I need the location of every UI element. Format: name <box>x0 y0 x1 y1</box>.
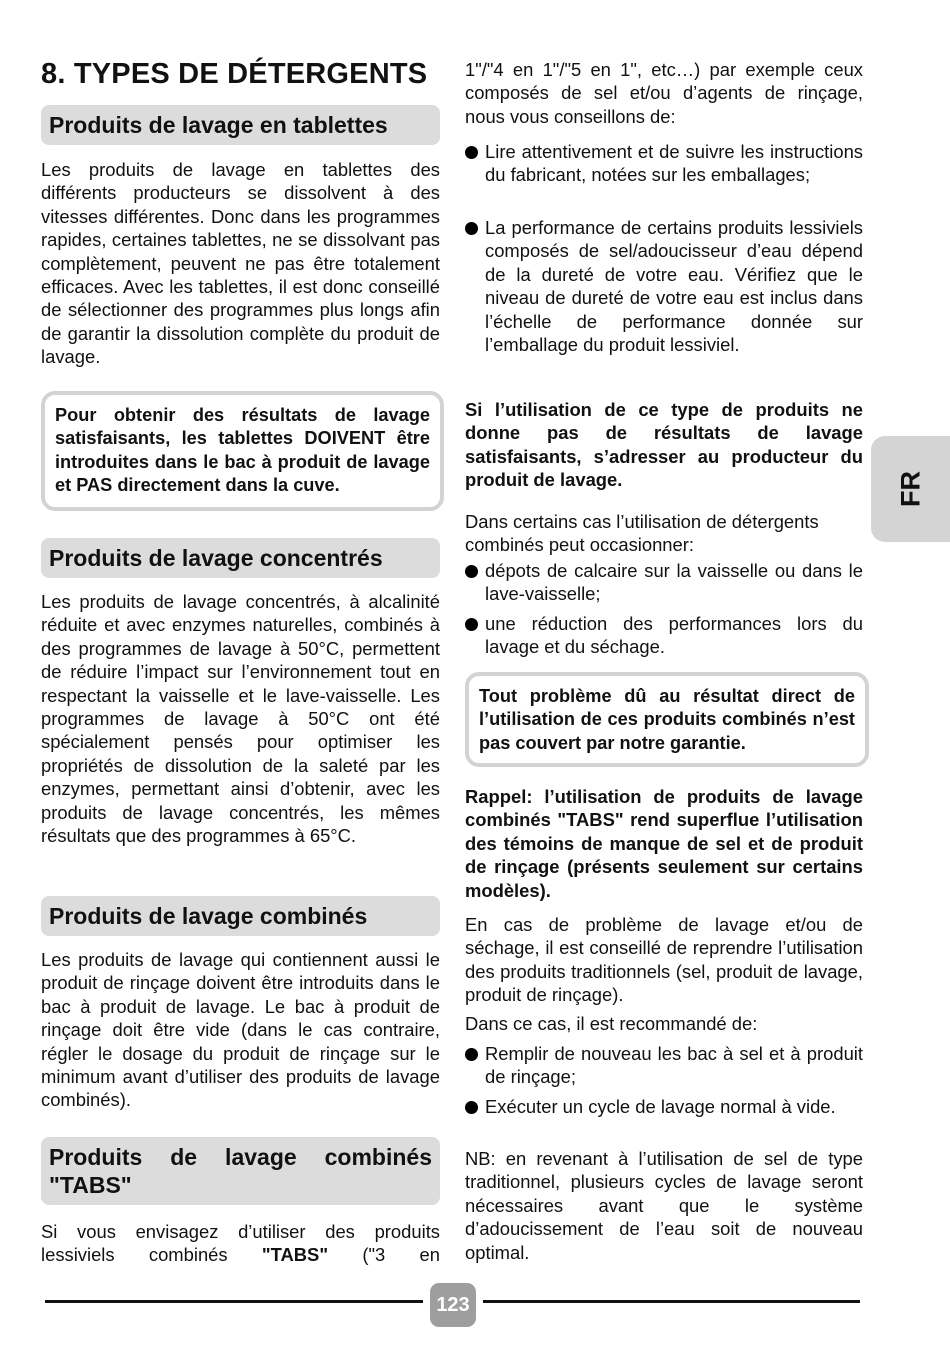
section-heading-tablets: Produits de lavage en tablettes <box>41 105 440 145</box>
combined-paragraph: Les produits de lavage qui contiennent aussi le produit de rinçage doivent être introduits dans le bac à produit de lavage. Le bac à produit de rinçage doit être vide (dans le cas contraire, régler le dosage du produit de rinçage sur le minimum avant d’utiliser des produits de lavage combinés). <box>41 949 440 1111</box>
list-item: La performance de certains produits lessiviels composés de sel/adoucisseur d’eau dépend de la dureté de votre eau. Vérifiez que le niveau de dureté de votre eau est inclus dans l’échelle de performance donnée sur l’emballage du produit lessiviel. <box>465 216 863 356</box>
cases-paragraph: Dans certains cas l’utilisation de détergents combinés peut occasionner: <box>465 511 819 556</box>
reminder-paragraph: Rappel: l’utilisation de produits de lavage combinés "TABS" rend superflue l’utilisation des témoins de manque de sel et de produit de rinçage (présents seulement sur certains modèles). <box>465 786 863 901</box>
page-title: 8. TYPES DE DÉTERGENTS <box>41 58 428 90</box>
section-heading-combined: Produits de lavage combinés <box>41 896 440 936</box>
tablets-note-box <box>41 391 444 511</box>
problem-paragraph: En cas de problème de lavage et/ou de séchage, il est conseillé de reprendre l’utilisation des produits traditionnels (sel, produit de lavage, produit de rinçage). <box>465 914 863 1006</box>
bullet-icon <box>465 1048 478 1061</box>
section-heading-concentrated: Produits de lavage concentrés <box>41 538 440 578</box>
section-heading-tabs: Produits de lavage combinés "TABS" <box>41 1137 440 1205</box>
language-tab-label: FR <box>895 471 925 507</box>
list-item: dépots de calcaire sur la vaisselle ou dans le lave-vaisselle; <box>465 559 863 606</box>
tabs-continuation-paragraph: 1"/"4 en 1"/"5 en 1", etc…) par exemple ceux composés de sel et/ou d’agents de rinçage, nous vous conseillons de: <box>465 59 863 127</box>
footer-rule-left <box>45 1300 423 1303</box>
page-number: 123 <box>430 1283 476 1327</box>
list-item: Lire attentivement et de suivre les instructions du fabricant, notées sur les emballages; <box>465 140 863 187</box>
bullet-icon <box>465 146 478 159</box>
producer-advice-paragraph: Si l’utilisation de ce type de produits ne donne pas de résultats de lavage satisfaisants, s’adresser au producteur du produit de lavage. <box>465 399 863 491</box>
bullet-icon <box>465 222 478 235</box>
warranty-note-box <box>465 672 869 767</box>
tablets-note-text: Pour obtenir des résultats de lavage satisfaisants, les tablettes DOIVENT être introduites dans le bac à produit de lavage et PAS directement dans la cuve. <box>55 405 430 496</box>
tabs-paragraph <box>41 1220 440 1267</box>
list-item: Exécuter un cycle de lavage normal à vide. <box>465 1095 863 1118</box>
recommend-paragraph: Dans ce cas, il est recommandé de: <box>465 1013 758 1034</box>
bullet-icon <box>465 618 478 631</box>
list-item: Remplir de nouveau les bac à sel et à produit de rinçage; <box>465 1042 863 1089</box>
nb-paragraph: NB: en revenant à l’utilisation de sel de type traditionnel, plusieurs cycles de lavage seront nécessaires avant que le système d’adoucissement de l’eau soit de nouveau optimal. <box>465 1148 863 1263</box>
warranty-note-text: Tout problème dû au résultat direct de l’utilisation de ces produits combinés n’est pas couvert par notre garantie. <box>479 686 855 753</box>
concentrated-paragraph: Les produits de lavage concentrés, à alcalinité réduite et avec enzymes naturelles, combinés à des programmes de lavage à 50°C, permettent de réduire l’impact sur l’environnement tout en respectant la vaisselle et le lave-vaisselle. Les programmes de lavage à 50°C ont été spécialement pensés pour optimiser les propriétés de dissolution de la saleté par les enzymes, permettant ainsi d’obtenir, avec les produits de lavage concentrés, les mêmes résultats que des programmes à 65°C. <box>41 591 440 847</box>
bullet-icon <box>465 565 478 578</box>
tabs-text-bold: "TABS" <box>261 1244 329 1266</box>
footer-rule-right <box>483 1300 860 1303</box>
list-item: une réduction des performances lors du lavage et du séchage. <box>465 612 863 659</box>
tabs-text-b: ("3 en <box>328 1244 440 1266</box>
tabs-text-a: Si vous envisagez d’utiliser des produits lessiviels combinés <box>41 1221 440 1266</box>
bullet-icon <box>465 1101 478 1114</box>
language-tab <box>871 436 950 542</box>
tablets-paragraph: Les produits de lavage en tablettes des différents producteurs se dissolvent à des vitesses différentes. Donc dans les programmes rapides, certaines tablettes, ne se dissolvant pas complètement, peuvent ne pas être totalement efficaces. Avec les tablettes, il est donc conseillé de sélectionner des programmes plus longs afin de garantir la dissolution complète du produit de lavage. <box>41 159 440 368</box>
